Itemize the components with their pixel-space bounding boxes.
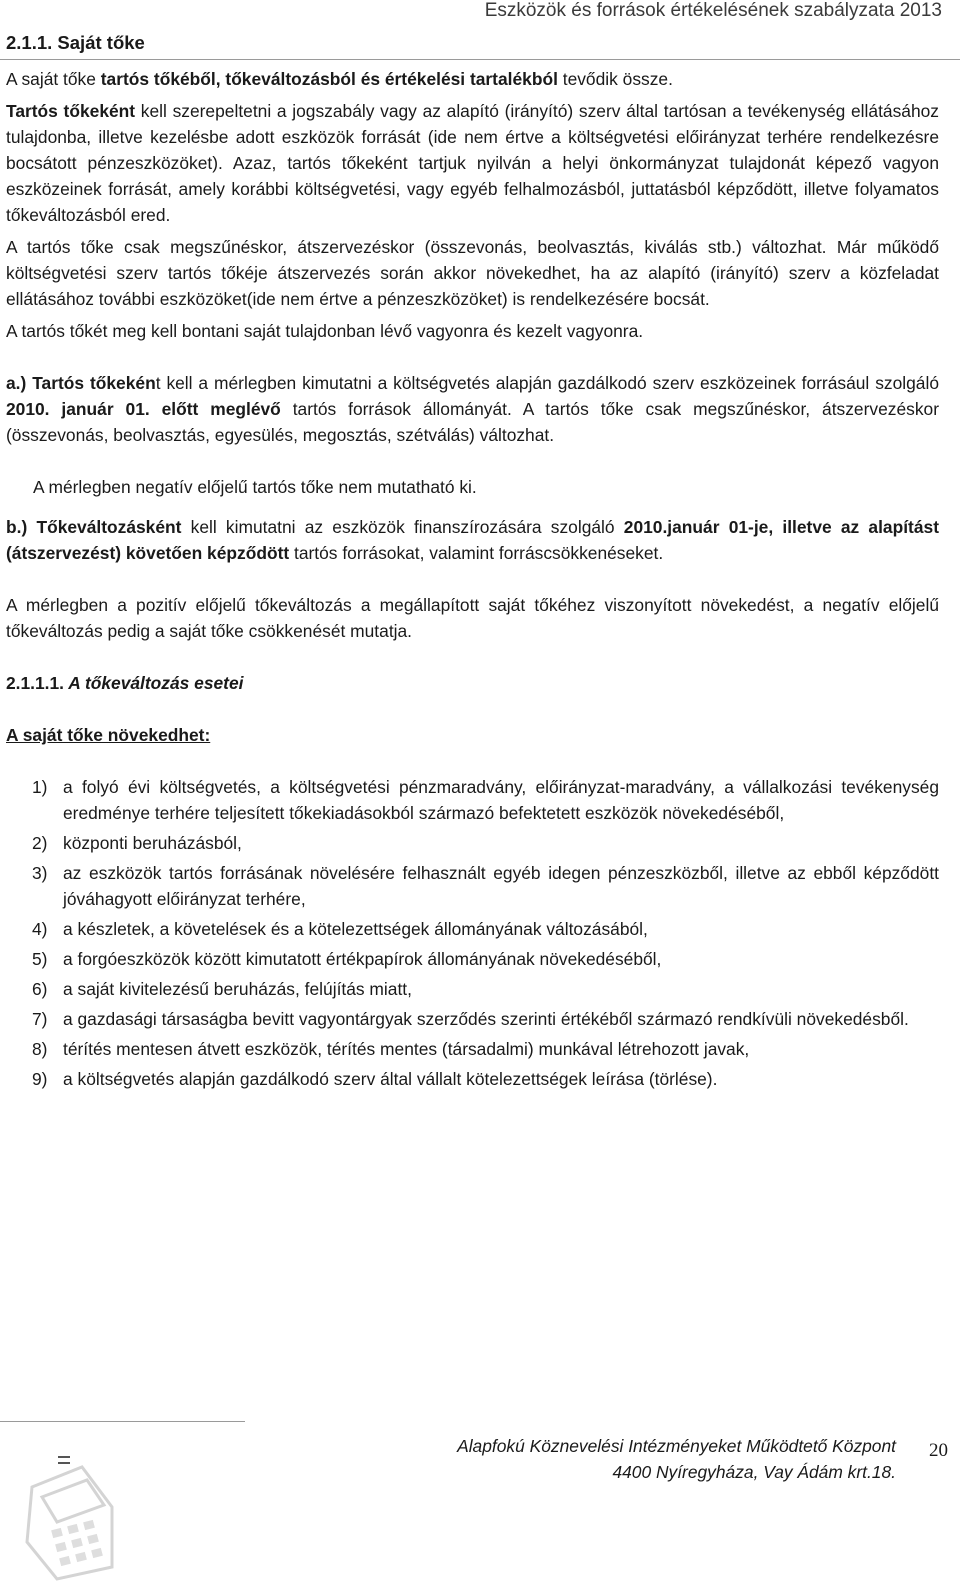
section-heading: 2.1.1. Saját tőke <box>6 32 145 53</box>
subsection-number: 2.1.1.1. <box>6 673 65 693</box>
list-item <box>6 916 939 942</box>
list-item-number: 5) <box>32 949 48 969</box>
footer-org-address: 4400 Nyíregyháza, Vay Ádám krt.18. <box>612 1462 896 1482</box>
point-b-text: kell kimutatni az eszközök finanszírozására szolgáló <box>181 517 624 537</box>
tartos-toke-paragraph <box>6 98 939 228</box>
point-b-date: 2010.január 01-je, illetve az alapítást (átszervezést) követően képződött <box>6 517 939 563</box>
list-item-number: 7) <box>32 1009 48 1029</box>
list-item-text: a költségvetés alapján gazdálkodó szerv által vállalt kötelezettségek leírása (törlése). <box>63 1069 718 1089</box>
equity-note-paragraph: A mérlegben a pozitív előjelű tőkeváltozás a megállapított saját tőkéhez viszonyított növekedést, a negatív előjelű tőkeváltozás pedig a saját tőke csökkenését mutatja. <box>6 595 939 641</box>
tartos-toke-term: Tartós tőkeként <box>6 101 136 121</box>
point-b-marker: b.) <box>6 517 28 537</box>
point-a-date: 2010. január 01. előtt meglévő <box>6 399 281 419</box>
page-number: 20 <box>929 1440 948 1461</box>
list-item-text: a folyó évi költségvetés, a költségvetési pénzmaradvány, előirányzat-maradvány, a vállalkozási tevékenység eredménye terhére teljesített tőkekiadásokból származó befektetett eszközök növekedéséből, <box>63 777 939 823</box>
footer-rule <box>0 1421 245 1422</box>
footer-organization <box>376 1433 896 1485</box>
list-item-text: a készletek, a követelések és a kötelezettségek állományának változásából, <box>63 919 648 939</box>
point-a-marker: a.) <box>6 373 27 393</box>
calculator-watermark-icon <box>12 1447 122 1582</box>
running-header-title: Eszközök és források értékelésének szabályzata 2013 <box>484 0 942 21</box>
subsection-title <box>6 670 939 696</box>
point-a-text: t kell a mérlegben kimutatni a költségvetés alapján gazdálkodó szerv eszközeinek forrásául szolgáló <box>155 373 939 393</box>
point-a-paragraph <box>6 370 939 448</box>
list-item-number: 2) <box>32 833 48 853</box>
intro-bold-text: tartós tőkéből, tőkeváltozásból és értékelési tartalékból <box>100 69 558 89</box>
list-item <box>6 1036 939 1062</box>
increase-heading-text: A saját tőke növekedhet: <box>6 725 211 745</box>
intro-paragraph <box>6 66 939 92</box>
footer-org-name: Alapfokú Köznevelési Intézményeket Működtető Központ <box>457 1436 896 1456</box>
list-item-number: 9) <box>32 1069 48 1089</box>
document-body <box>6 66 939 1096</box>
header-rule <box>0 59 960 60</box>
point-a-text-end: tartós források állományát. A tartós tőke csak megszűnéskor, átszervezéskor (összevonás, beolvasztás, egyesülés, megosztás, szétválás) változhat. <box>6 399 939 445</box>
list-item <box>6 1066 939 1092</box>
list-item-number: 3) <box>32 863 48 883</box>
list-item-text: térítés mentesen átvett eszközök, térítés mentes (társadalmi) munkával létrehozott javak, <box>63 1039 750 1059</box>
subsection-title-text: A tőkeváltozás esetei <box>68 673 244 693</box>
list-item-number: 6) <box>32 979 48 999</box>
list-item-text: a forgóeszközök között kimutatott értékpapírok állományának növekedéséből, <box>63 949 662 969</box>
list-item-text: a saját kivitelezésű beruházás, felújítás miatt, <box>63 979 412 999</box>
list-item <box>6 860 939 912</box>
list-item-number: 4) <box>32 919 48 939</box>
list-item <box>6 1006 939 1032</box>
list-item <box>6 830 939 856</box>
increase-heading <box>6 722 939 748</box>
list-item <box>6 946 939 972</box>
list-item-number: 1) <box>32 777 48 797</box>
increase-list <box>6 774 939 1092</box>
list-item <box>6 976 939 1002</box>
tartos-toke-change-paragraph: A tartós tőke csak megszűnéskor, átszervezéskor (összevonás, beolvasztás, kiválás stb.) változhat. Már működő költségvetési szerv tartós tőkéje átszervezés során akkor növekedhet, ha az alapító (irányító) szerv a közfeladat ellátásához további eszközöket(ide nem értve a pénzeszközöket) is rendelkezésére bocsát. <box>6 237 939 309</box>
tartos-toke-definition: kell szerepeltetni a jogszabály vagy az alapító (irányító) szerv által tartósan a tevékenység ellátásához tulajdonba, illetve kezelésbe adott eszközök forrását (ide nem értve a költségvetési előirányzat terhére rendelkezésre bocsátott pénzeszközöket). Azaz, tartós tőkeként tartjuk nyilván a helyi önkormányzat tulajdonát képező vagyon eszközeinek forrását, amely korábbi költségvetési, vagy egyéb felhalmozásból, juttatásból képződött, illetve folyamatos tőkeváltozásból ered. <box>6 101 939 225</box>
list-item-text: a gazdasági társaságba bevitt vagyontárgyak szerződés szerinti értékéből származó rendkívüli növekedésből. <box>63 1009 909 1029</box>
intro-text-end: tevődik össze. <box>557 69 673 89</box>
tartos-toke-split-paragraph: A tartós tőkét meg kell bontani saját tulajdonban lévő vagyonra és kezelt vagyonra. <box>6 321 644 341</box>
intro-text: A saját tőke <box>6 69 101 89</box>
point-b-paragraph <box>6 514 939 566</box>
point-a-note: A mérlegben negatív előjelű tartós tőke nem mutatható ki. <box>33 477 477 497</box>
point-a-term: Tartós tőkekén <box>32 373 156 393</box>
point-b-term: Tőkeváltozásként <box>36 517 182 537</box>
point-b-text-end: tartós forrásokat, valamint forráscsökkenéseket. <box>289 543 664 563</box>
list-item-text: az eszközök tartós forrásának növelésére felhasznált egyéb idegen pénzeszközből, illetve az ebből képződött jóváhagyott előirányzat terhére, <box>63 863 939 909</box>
list-item <box>6 774 939 826</box>
list-item-text: központi beruházásból, <box>63 833 242 853</box>
list-item-number: 8) <box>32 1039 48 1059</box>
